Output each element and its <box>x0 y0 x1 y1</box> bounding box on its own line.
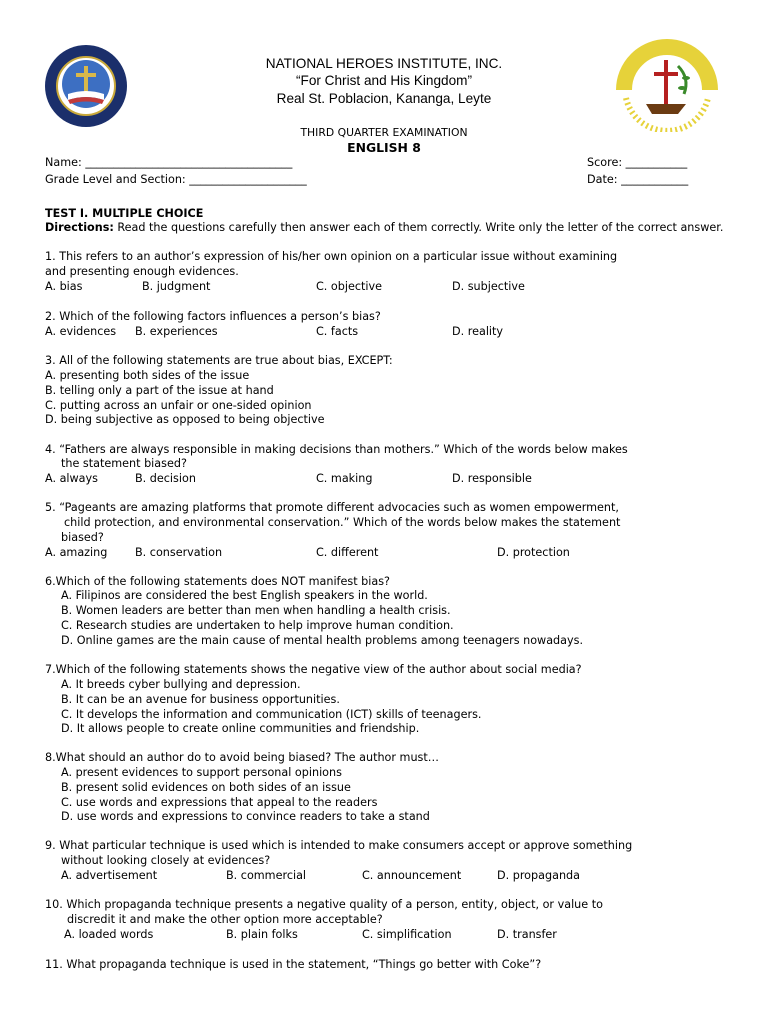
school-seal-logo <box>44 44 128 128</box>
directions-text: Read the questions carefully then answer each of them correctly. Write only the letter of the correct answer. <box>113 221 724 234</box>
q5-option-c: C. different <box>316 546 379 559</box>
q9-option-a: A. advertisement <box>61 869 158 882</box>
q4-option-c: C. making <box>316 472 373 485</box>
q9-option-c: C. announcement <box>362 869 462 882</box>
question-8-text: 8.What should an author do to avoid being biased? The author must… <box>45 751 439 764</box>
ucc-philippines-logo <box>612 38 722 132</box>
question-6-text: 6.Which of the following statements does NOT manifest bias? <box>45 575 390 588</box>
q1-option-c: C. objective <box>316 280 383 293</box>
directions-label: Directions: <box>45 221 114 234</box>
q10-option-a: A. loaded words <box>64 928 154 941</box>
q10-option-b: B. plain folks <box>226 928 298 941</box>
q4-option-b: B. decision <box>135 472 196 485</box>
question-9-text: 9. What particular technique is used which is intended to make consumers accept or approve something <box>45 839 633 852</box>
grade-section-field: Grade Level and Section: _____________________ <box>45 173 307 186</box>
directions <box>45 221 723 234</box>
q10-option-c: C. simplification <box>362 928 452 941</box>
q3-option-c: C. putting across an unfair or one-sided opinion <box>45 399 312 412</box>
q5-option-d: D. protection <box>497 546 570 559</box>
q3-option-b: B. telling only a part of the issue at hand <box>45 384 274 397</box>
q6-option-b: B. Women leaders are better than men when handling a health crisis. <box>61 604 451 617</box>
q4-option-d: D. responsible <box>452 472 532 485</box>
q3-option-d: D. being subjective as opposed to being objective <box>45 413 325 426</box>
q1-option-b: B. judgment <box>142 280 211 293</box>
question-10-text: 10. Which propaganda technique presents a negative quality of a person, entity, object, or value to <box>45 898 603 911</box>
q6-option-a: A. Filipinos are considered the best English speakers in the world. <box>61 589 428 602</box>
date-field: Date: ____________ <box>587 173 689 186</box>
q2-option-c: C. facts <box>316 325 359 338</box>
question-5-text: 5. “Pageants are amazing platforms that promote different advocacies such as women empowerment, <box>45 501 619 514</box>
question-5-text-cont-2: biased? <box>61 531 104 544</box>
q8-option-b: B. present solid evidences on both sides of an issue <box>61 781 351 794</box>
school-address: Real St. Poblacion, Kananga, Leyte <box>276 91 492 106</box>
test-title: TEST I. MULTIPLE CHOICE <box>45 207 204 220</box>
name-field: Name: _____________________________________ <box>45 156 293 169</box>
q3-option-a: A. presenting both sides of the issue <box>45 369 250 382</box>
q8-option-d: D. use words and expressions to convince readers to take a stand <box>61 810 430 823</box>
q9-option-b: B. commercial <box>226 869 307 882</box>
q8-option-c: C. use words and expressions that appeal to the readers <box>61 796 378 809</box>
q7-option-a: A. It breeds cyber bullying and depression. <box>61 678 301 691</box>
q8-option-a: A. present evidences to support personal opinions <box>61 766 342 779</box>
question-4-text: 4. “Fathers are always responsible in making decisions than mothers.” Which of the words below makes <box>45 443 628 456</box>
subject-title: ENGLISH 8 <box>347 140 421 155</box>
school-motto: “For Christ and His Kingdom” <box>295 73 472 88</box>
question-10-text-cont: discredit it and make the other option more acceptable? <box>67 913 383 926</box>
exam-title: THIRD QUARTER EXAMINATION <box>300 126 468 139</box>
q6-option-c: C. Research studies are undertaken to help improve human condition. <box>61 619 454 632</box>
question-4-text-cont: the statement biased? <box>61 457 187 470</box>
score-field: Score: ___________ <box>587 156 688 169</box>
q6-option-d: D. Online games are the main cause of mental health problems among teenagers nowadays. <box>61 634 584 647</box>
q5-option-b: B. conservation <box>135 546 223 559</box>
q4-option-a: A. always <box>45 472 98 485</box>
q2-option-d: D. reality <box>452 325 504 338</box>
q7-option-c: C. It develops the information and communication (ICT) skills of teenagers. <box>61 708 482 721</box>
question-2-text: 2. Which of the following factors influences a person’s bias? <box>45 310 381 323</box>
question-5-text-cont: child protection, and environmental conservation.” Which of the words below makes the statement <box>64 516 621 529</box>
q9-option-d: D. propaganda <box>497 869 580 882</box>
question-3-text: 3. All of the following statements are true about bias, EXCEPT: <box>45 354 393 367</box>
question-9-text-cont: without looking closely at evidences? <box>61 854 271 867</box>
q1-option-d: D. subjective <box>452 280 525 293</box>
school-name: NATIONAL HEROES INSTITUTE, INC. <box>265 56 503 71</box>
q1-option-a: A. bias <box>45 280 83 293</box>
question-11-text: 11. What propaganda technique is used in the statement, “Things go better with Coke”? <box>45 958 542 971</box>
q5-option-a: A. amazing <box>45 546 108 559</box>
question-7-text: 7.Which of the following statements shows the negative view of the author about social media? <box>45 663 582 676</box>
q2-option-a: A. evidences <box>45 325 117 338</box>
question-1-text-cont: and presenting enough evidences. <box>45 265 239 278</box>
question-1-text: 1. This refers to an author’s expression of his/her own opinion on a particular issue without examining <box>45 250 618 263</box>
q7-option-b: B. It can be an avenue for business opportunities. <box>61 693 340 706</box>
q10-option-d: D. transfer <box>497 928 557 941</box>
q2-option-b: B. experiences <box>135 325 218 338</box>
q7-option-d: D. It allows people to create online communities and friendship. <box>61 722 420 735</box>
